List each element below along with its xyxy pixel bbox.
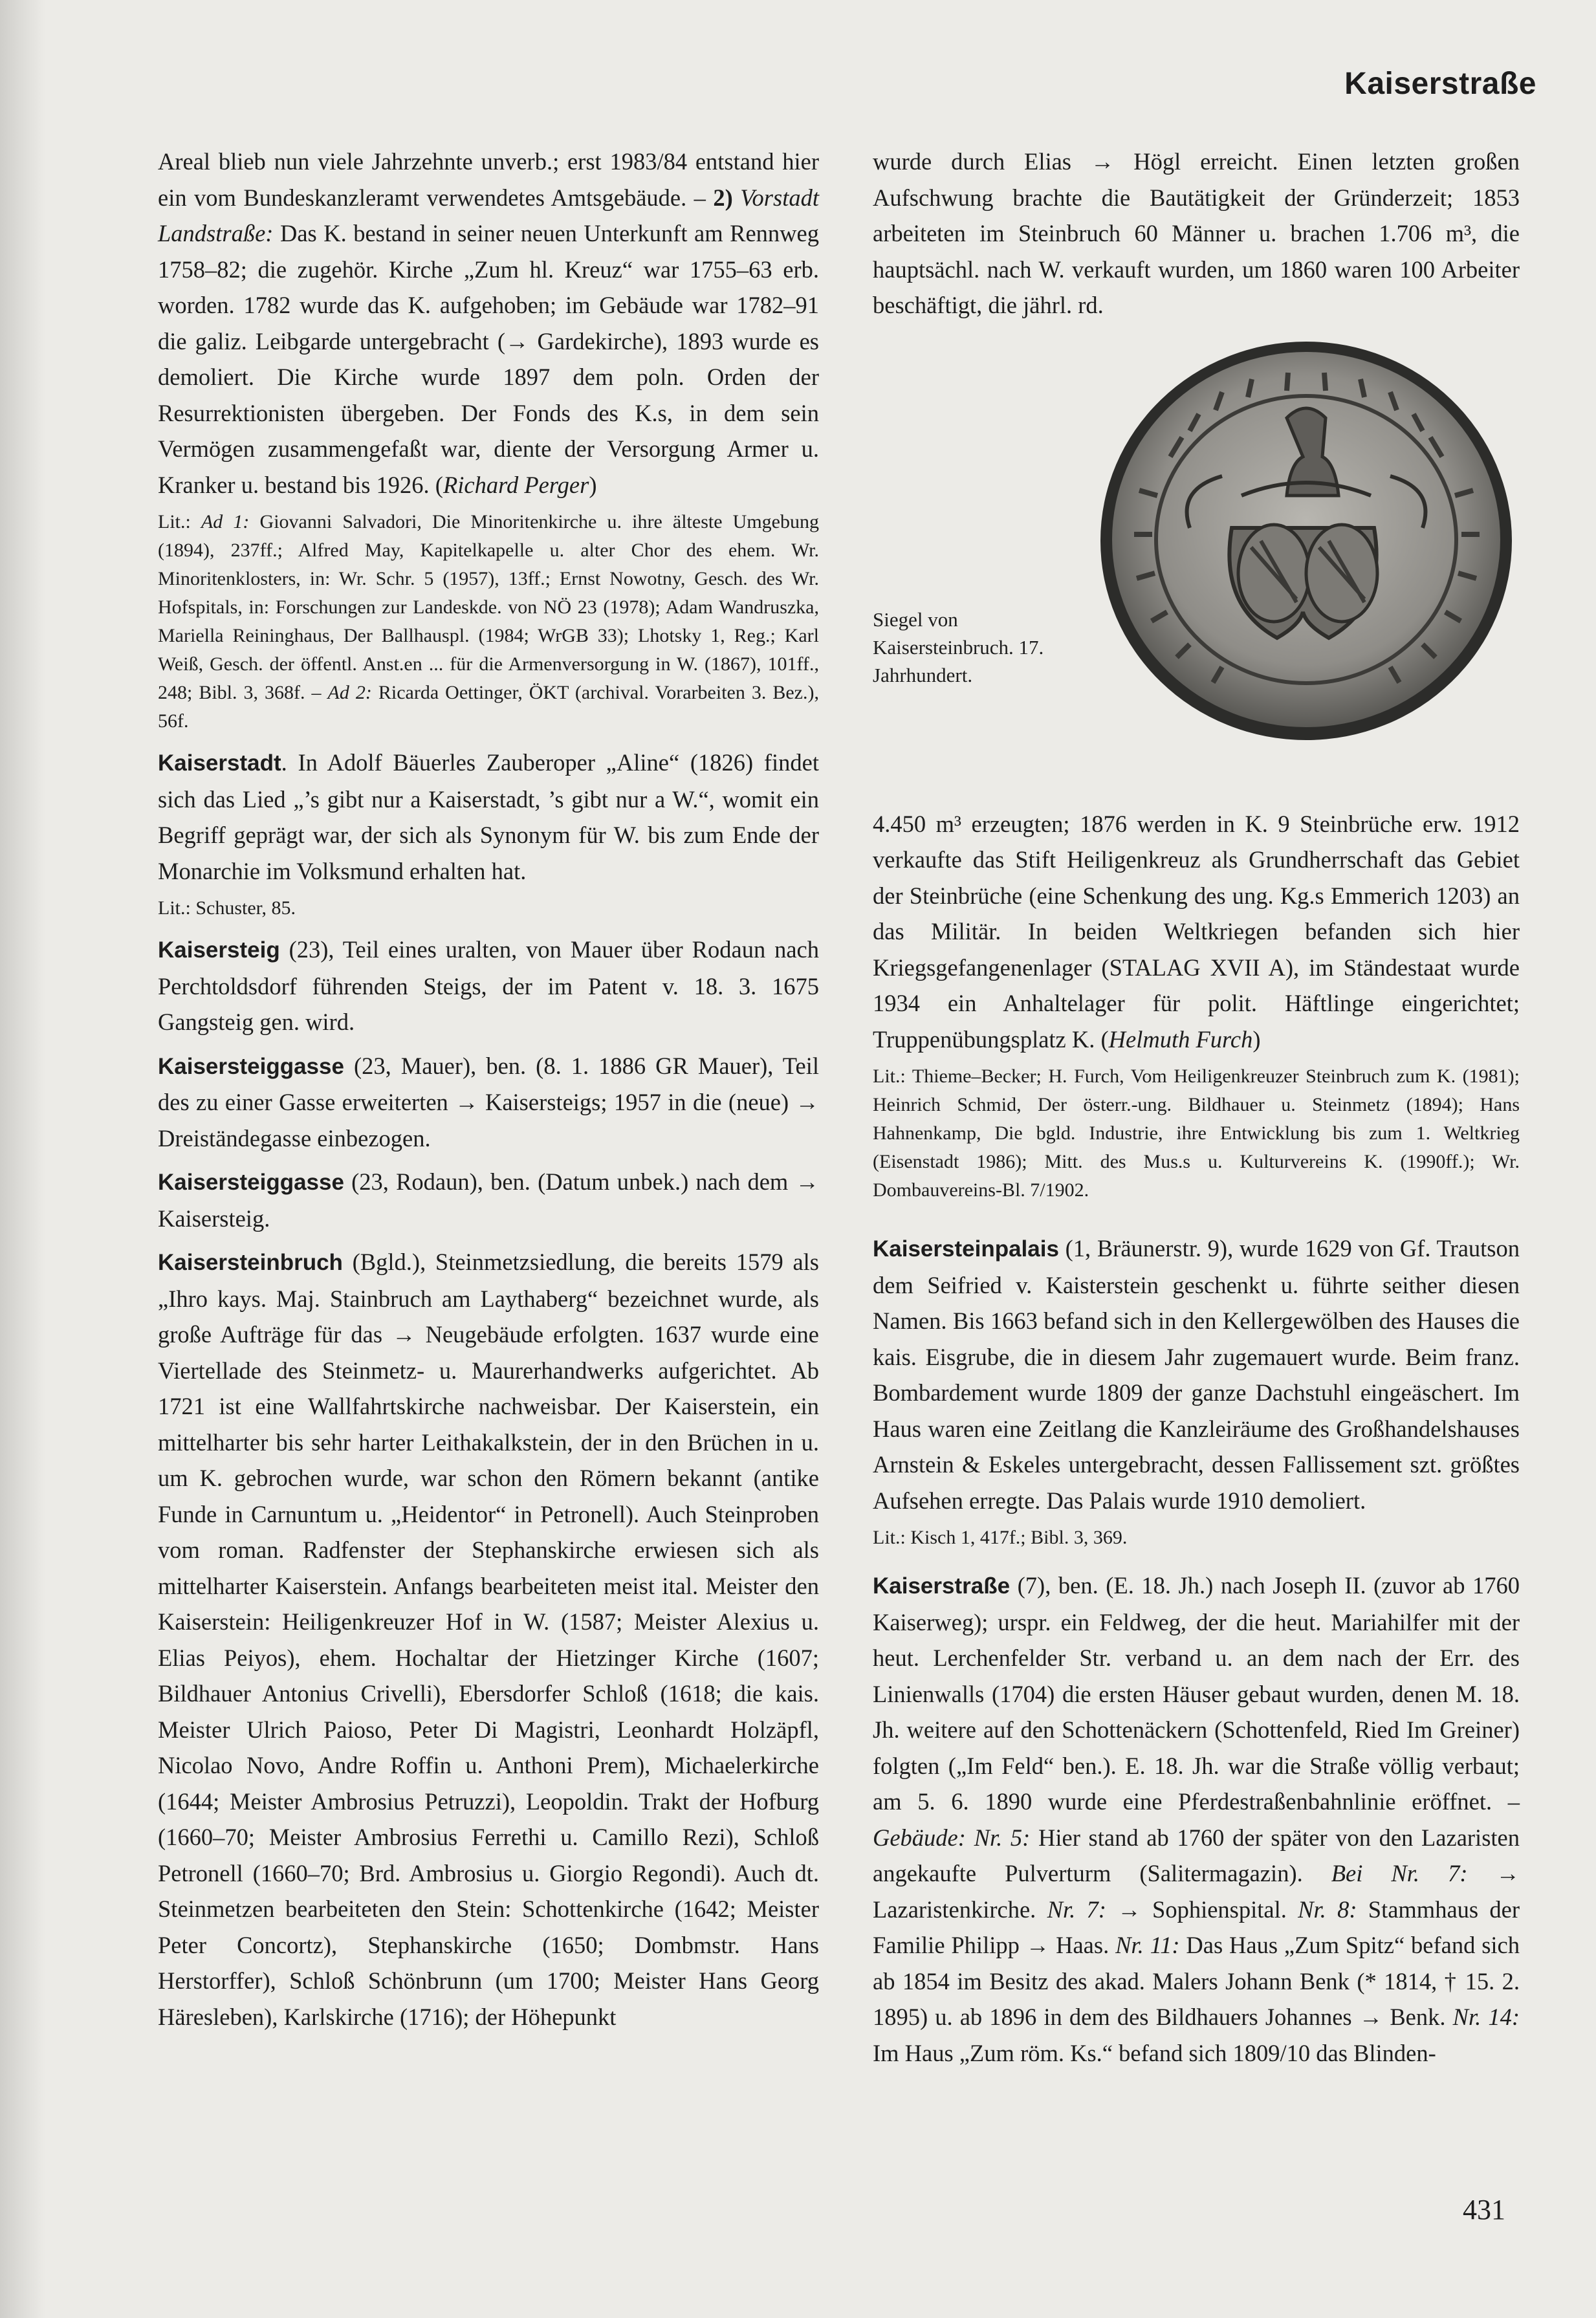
section-number: 2)	[713, 184, 741, 211]
seal-image	[1093, 334, 1520, 748]
entry-text: . In Adolf Bäuerles Zauberoper „Aline“ (1826) findet sich das Lied „’s gibt nur a Kaiserstadt, ’s gibt nur a W.“, womit ein Begriff geprägt war, der sich als Synonym für W. bis zum Ende der Monarchie im Volksmund erhalten hat.	[158, 749, 819, 884]
building-marker: Gebäude: Nr. 5:	[873, 1824, 1031, 1851]
entry-kaisersteinpalais	[873, 1230, 1520, 1518]
entry-lemma: Kaisersteiggasse	[158, 1053, 344, 1079]
entry-text: (23, Mauer), ben. (8. 1. 1886 GR Mauer), Teil des zu einer Gasse erweiterten → Kaisersteigs; 1957 in die (neue) → Dreiständegasse einbezogen.	[158, 1052, 819, 1152]
building-marker: Bei Nr. 7:	[1331, 1860, 1468, 1886]
entry-lemma: Kaisersteig	[158, 937, 280, 963]
entry-text: Stammhaus der Familie Philipp → Haas.	[873, 1896, 1520, 1958]
building-marker: Nr. 7:	[1047, 1896, 1106, 1923]
seal-caption: Siegel von Kaisersteinbruch. 17. Jahrhundert.	[873, 607, 1044, 686]
entry-kaisersteiggasse-mauer	[158, 1048, 819, 1157]
text-run: Das K. bestand in seiner neuen Unterkunft am Rennweg 1758–82; die zugehör. Kirche „Zum hl. Kreuz“ war 1755–63 erb. worden. 1782 wurde das K. aufgehoben; im Gebäude war 1782–91 die galiz. Leibgarde untergebracht (→ Gardekirche), 1893 wurde es demoliert. Die Kirche wurde 1897 dem poln. Orden der Resurrektionisten übergeben. Der Fonds des K.s, in dem sein Vermögen zusammengefaßt war, diente der Versorgung Armer u. Kranker u. bestand bis 1926. (	[158, 220, 819, 498]
text-run: Lit.:	[158, 511, 201, 532]
entry-text: Im Haus „Zum röm. Ks.“ befand sich 1809/10 das Blinden-	[873, 2039, 1436, 2066]
entry-lemma: Kaisersteinpalais	[873, 1236, 1059, 1262]
entry-text: → Sophienspital.	[1106, 1896, 1298, 1923]
entry-text: (7), ben. (E. 18. Jh.) nach Joseph II. (zuvor ab 1760 Kaiserweg); urspr. ein Feldweg, der die heut. Mariahilfer mit der heut. Lerchenfelder Str. verband u. an dem nach der Err. des Linienwalls (1704) die ersten Häuser gebaut wurden, denen M. 18. Jh. weitere auf den Schottenäckern (Schottenfeld, Ried Im Greiner) folgten („Im Feld“ ben.). E. 18. Jh. war die Straße völlig verbaut; am 5. 6. 1890 wurde eine Pferdestraßenbahnlinie eröffnet. –	[873, 1572, 1520, 1815]
building-marker: Nr. 8:	[1298, 1896, 1357, 1923]
entry-text: Das Haus „Zum Spitz“ befand sich ab 1854 im Besitz des akad. Malers Johann Benk (* 1814, † 15. 2. 1895) u. ab 1896 in dem des Bildhauers Johannes → Benk.	[873, 1932, 1520, 2030]
author-name: Helmuth Furch	[1108, 1025, 1253, 1053]
entry-kaiserstadt	[158, 745, 819, 889]
page-number: 431	[1463, 2194, 1505, 2225]
entry-kaiserstrasse	[873, 1568, 1520, 2071]
literature-note: Lit.: Kisch 1, 417f.; Bibl. 3, 369.	[873, 1527, 1128, 1548]
entry-continuation	[873, 806, 1520, 1058]
seal-figure	[873, 334, 1520, 793]
section-heading: Vorstadt Landstraße:	[158, 184, 819, 246]
text-run: )	[589, 471, 597, 498]
page-gutter-shadow	[0, 0, 45, 2318]
literature-note	[158, 508, 819, 736]
building-marker: Nr. 11:	[1115, 1932, 1180, 1958]
running-title: Kaiserstraße	[1344, 67, 1536, 101]
lit-marker: Ad 2:	[327, 682, 372, 703]
entry-text: (23, Rodaun), ben. (Datum unbek.) nach dem → Kaisersteig.	[158, 1168, 819, 1232]
text-run: 4.450 m³ erzeugten; 1876 werden in K. 9 Steinbrüche erw. 1912 verkaufte das Stift Heiligenkreuz als Grundherrschaft das Gebiet der Steinbrüche (eine Schenkung des ung. Kg.s Emmerich 1203) an das Militär. In beiden Weltkriegen befanden sich hier Kriegsgefangenenlager (STALAG XVII A), im Ständestaat wurde 1934 ein Anhaltelager für polit. Häftlinge eingerichtet; Truppenübungsplatz K. (	[873, 810, 1520, 1053]
literature-note: Lit.: Thieme–Becker; H. Furch, Vom Heiligenkreuzer Steinbruch zum K. (1981); Heinrich Schmid, Der österr.-ung. Bildhauer u. Steinmetz (1894); Hans Hahnenkamp, Die bgld. Industrie, ihre Entwicklung bis zum 1. Weltkrieg (Eisenstadt 1986); Mitt. des Mus.s u. Kulturvereins K. (1990ff.); Wr. Dombauvereins-Bl. 7/1902.	[873, 1066, 1520, 1201]
entry-continuation	[158, 144, 819, 503]
text-run: )	[1252, 1025, 1261, 1053]
text-run: Giovanni Salvadori, Die Minoritenkirche u. ihre älteste Umgebung (1894), 237ff.; Alfred May, Kapitelkapelle u. alter Chor des ehem. Wr. Minoritenklosters, in: Wr. Schr. 5 (1957), 13ff.; Ernst Nowotny, Gesch. des Wr. Hofspitals, in: Forschungen zur Landeskde. von NÖ 23 (1978); Adam Wandruszka, Mariella Reininghaus, Der Ballhauspl. (1984; WrGB 33); Lhotsky 1, Reg.; Karl Weiß, Gesch. der öffentl. Anst.en ... für die Armenversorgung in W. (1867), 101ff., 248; Bibl. 3, 368f. –	[158, 511, 819, 703]
literature-note: Lit.: Schuster, 85.	[158, 897, 296, 919]
entry-text: (Bgld.), Steinmetzsiedlung, die bereits 1579 als „Ihro kays. Maj. Stainbruch am Laythaberg“ bezeichnet wurde, als große Aufträge für das → Neugebäude erfolgten. 1637 wurde eine Viertellade des Steinmetz- u. Maurerhandwerks aufgerichtet. Ab 1721 ist eine Wallfahrtskirche nachweisbar. Der Kaiserstein, ein mittelharter bis sehr harter Leithakalkstein, der in den Brüchen in u. um K. gebrochen wurde, war schon den Römern bekannt (antike Funde in Carnuntum u. „Heidentor“ in Petronell). Auch Steinproben vom roman. Radfenster der Stephanskirche erwiesen sich als mittelharter Kaiserstein. Anfangs bearbeiteten meist ital. Meister den Kaiserstein: Heiligenkreuzer Hof in W. (1587; Meister Alexius u. Elias Peiyos), ehem. Hochaltar der Hietzinger Kirche (1607; Bildhauer Antonius Crivelli), Ebersdorfer Schloß (1618; die kais. Meister Ulrich Paioso, Peter Di Magistri, Leonhardt Holzäpfl, Nicolao Novo, Andre Roffin u. Anthoni Prem), Michaelerkirche (1644; Meister Ambrosius Petruzzi), Leopoldin. Trakt der Hofburg (1660–70; Meister Ambrosius Ferrethi u. Camillo Rezi), Schloß Petronell (1660–70; Brd. Ambrosius u. Giorgio Regondi). Auch dt. Steinmetzen bearbeiteten den Stein: Schottenkirche (1642; Meister Peter Concortz), Stephanskirche (1650; Dombmstr. Hans Herstorffer), Schloß Schönbrunn (um 1700; Meister Hans Georg Häresleben), Karlskirche (1716); der Höhepunkt	[158, 1249, 819, 2030]
entry-kaisersteinbruch	[158, 1244, 819, 2035]
entry-kaisersteiggasse-rodaun	[158, 1164, 819, 1236]
entry-text: → Lazaristenkirche.	[873, 1860, 1520, 1923]
left-column	[158, 144, 819, 2035]
entry-lemma: Kaisersteinbruch	[158, 1250, 343, 1275]
author-name: Richard Perger	[443, 471, 589, 498]
building-marker: Nr. 14:	[1452, 2004, 1520, 2030]
entry-lemma: Kaiserstraße	[873, 1573, 1011, 1599]
entry-text: (23), Teil eines uralten, von Mauer über Rodaun nach Perchtoldsdorf führenden Steigs, der im Patent v. 18. 3. 1675 Gangsteig gen. wird.	[158, 936, 819, 1035]
entry-lemma: Kaiserstadt	[158, 750, 281, 776]
entry-text: Hier stand ab 1760 der später von den Lazaristen angekaufte Pulverturm (Salitermagazin).	[873, 1824, 1520, 1886]
entry-lemma: Kaisersteiggasse	[158, 1170, 344, 1195]
entry-text: (1, Bräunerstr. 9), wurde 1629 von Gf. Trautson dem Seifried v. Kaisterstein geschenkt u. führte seither diesen Namen. Bis 1663 befand sich in den Kellergewölben des Hauses die kais. Eisgrube, die in diesem Jahr zugemauert wurde. Beim franz. Bombardement wurde 1809 der ganze Dachstuhl eingeäschert. Im Haus waren eine Zeitlang die Kanzleiräume des Großhandelshauses Arnstein & Eskeles untergebracht, dessen Fallissement szt. größtes Aufsehen erregte. Das Palais wurde 1910 demoliert.	[873, 1235, 1520, 1514]
text-run: Areal blieb nun viele Jahrzehnte unverb.; erst 1983/84 entstand hier ein vom Bundeskanzleramt verwendetes Amtsgebäude. –	[158, 148, 819, 211]
entry-kaisersteig	[158, 932, 819, 1040]
right-column	[873, 144, 1520, 2071]
text-run: Ricarda Oettinger, ÖKT (archival. Vorarbeiten 3. Bez.), 56f.	[158, 682, 819, 732]
entry-continuation: wurde durch Elias → Högl erreicht. Einen letzten großen Aufschwung brachte die Bautätigkeit der Gründerzeit; 1853 arbeiteten im Steinbruch 60 Männer u. brachen 1.706 m³, die hauptsächl. nach W. verkauft wurden, um 1860 waren 100 Arbeiter beschäftigt, die jährl. rd.	[873, 148, 1520, 318]
lit-marker: Ad 1:	[201, 511, 250, 532]
